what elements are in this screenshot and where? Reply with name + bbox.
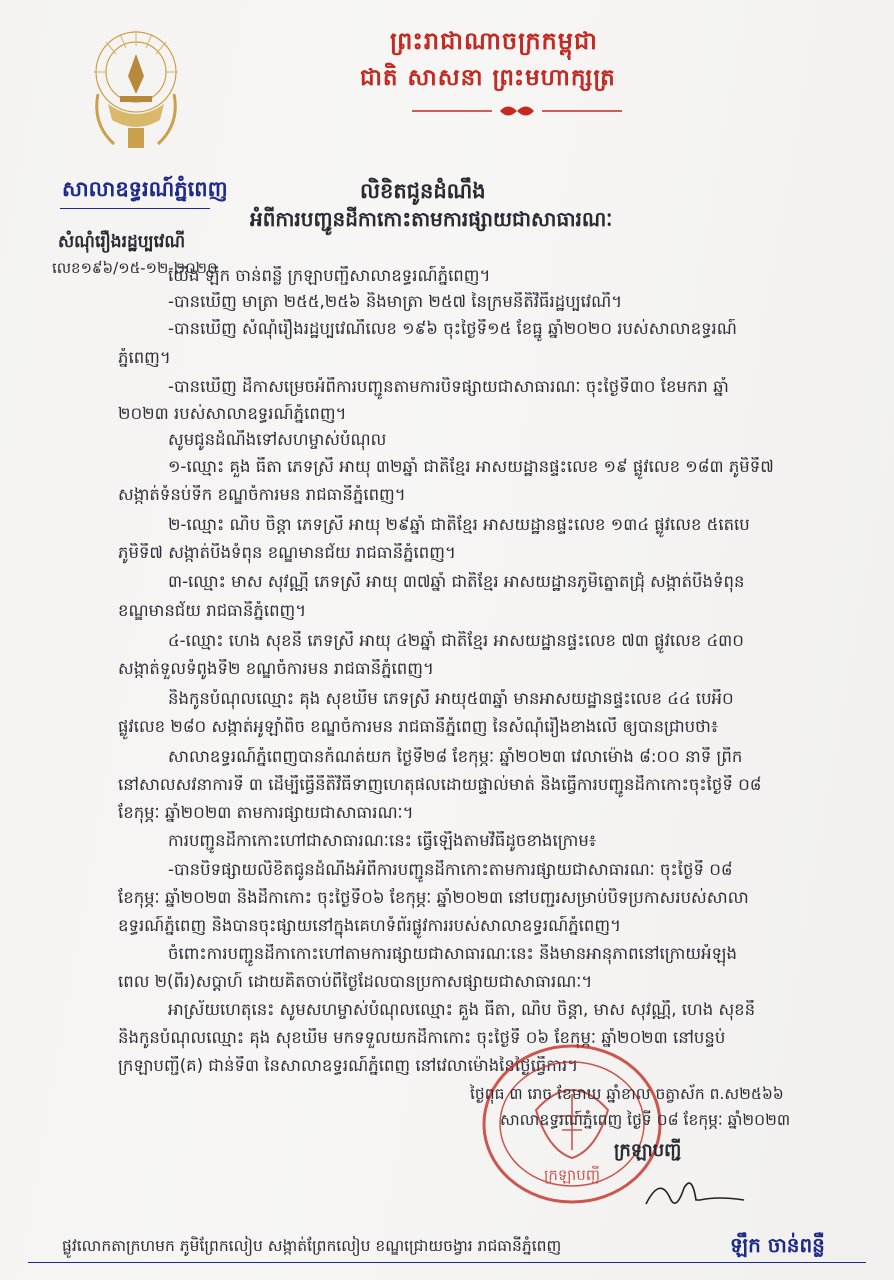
body-line: សង្កាត់ទំនប់ទឹក ខណ្ឌចំការមន រាជធានីភ្នំពេញ។: [118, 485, 406, 504]
body-line: និងកូនបំណុលឈ្មោះ គុង សុខឃីម ភេទស្រី អាយុ៥៣ឆ្នាំ មានអាសយដ្ឋានផ្ទះលេខ ៤៤ បេអឺ០: [168, 689, 734, 708]
signatory-name: ឡឹក ចាន់ពន្លឺ: [730, 1233, 825, 1257]
ornament-divider-icon: [412, 100, 622, 122]
body-line: ខណ្ឌមានជ័យ រាជធានីភ្នំពេញ។: [118, 601, 307, 620]
body-line: អាស្រ័យហេតុនេះ សូមសហម្ចាស់បំណុលឈ្មោះ គួង ធីតា, ណិប ចិន្តា, មាស សុវណ្ណី, ហេង សុខនី: [168, 1000, 756, 1019]
place-date: សាលាឧទ្ធរណ៍ភ្នំពេញ ថ្ងៃទី ០៨ ខែកុម្ភៈ ឆ្នាំ២០២៣: [500, 1111, 791, 1129]
body-line: -បានឃើញ ដីកាសម្រេចអំពីការបញ្ជូនតាមការបិទផ្សាយជាសាធារណៈ ចុះថ្ងៃទី៣០ ខែមករា ឆ្នាំ: [168, 377, 729, 396]
body-line: សូមជូនដំណឹងទៅសហម្ចាស់បំណុល: [168, 430, 387, 449]
body-line: ចំពោះការបញ្ជូនដីកាកោះហៅតាមការផ្សាយជាសាធារណៈនេះ នឹងមានអានុភាពនៅក្រោយអំឡុង: [168, 944, 737, 963]
body-line: -បានឃើញ មាត្រា ២៥៥,២៥៦ និងមាត្រា ២៥៧ នៃក្រមនីតិវិធីរដ្ឋប្បវេណី។: [168, 292, 623, 311]
body-line: ផ្លូវលេខ ២៨០ សង្កាត់អូឡាំពិច ខណ្ឌចំការមន រាជធានីភ្នំពេញ នៃសំណុំរឿងខាងលើ ឲ្យបានជ្រាបថា៖: [118, 717, 719, 736]
kingdom-title: ព្រះរាជាណាចក្រកម្ពុជា: [390, 27, 598, 55]
document-subtitle: អំពីការបញ្ជូនដីកាកោះតាមការផ្សាយជាសាធារណៈ: [250, 207, 613, 231]
body-line: សាលាឧទ្ធរណ៍ភ្នំពេញបានកំណត់យក ថ្ងៃទី២៨ ខែកុម្ភៈ ឆ្នាំ២០២៣ វេលាម៉ោង ៨:០០ នាទី ព្រឹក: [168, 747, 743, 766]
body-line: ១-ឈ្មោះ គួង ធីតា ភេទស្រី អាយុ ៣២ឆ្នាំ ជាតិខ្មែរ អាសយដ្ឋានផ្ទះលេខ ១៩ ផ្លូវលេខ ១៨៣ ភូមិទី៧: [168, 457, 774, 476]
footer-rule: [28, 1262, 866, 1263]
body-line: ឧទ្ធរណ៍ភ្នំពេញ និងបានចុះផ្សាយនៅក្នុងគេហទំព័រផ្លូវការរបស់សាលាឧទ្ធរណ៍ភ្នំពេញ។: [118, 916, 621, 935]
body-line: ភ្នំពេញ។: [118, 348, 171, 367]
body-line: ភូមិទី៧ សង្កាត់បឹងទំពុន ខណ្ឌមានជ័យ រាជធានីភ្នំពេញ។: [118, 543, 456, 562]
court-name: សាលាឧទ្ធរណ៍ភ្នំពេញ: [62, 177, 228, 201]
body-line: ក្រឡាបញ្ជី(គ) ជាន់ទី៣ នៃសាលាឧទ្ធរណ៍ភ្នំពេញ នៅវេលាម៉ោងនៃថ្ងៃធ្វើការ។: [118, 1056, 579, 1075]
handwritten-signature-icon: [640, 1170, 750, 1218]
body-line: ពេល ២(ពីរ)សប្តាហ៍ ដោយគិតចាប់ពីថ្ងៃដែលបានប្រកាសផ្សាយជាសាធារណៈ។: [118, 972, 593, 991]
body-line: ៤-ឈ្មោះ ហេង សុខនី ភេទស្រី អាយុ ៤២ឆ្នាំ ជាតិខ្មែរ អាសយដ្ឋានផ្ទះលេខ ៧៣ ផ្លូវលេខ ៤៣០: [168, 631, 744, 650]
body-line: ការបញ្ជូនដីកាកោះហៅជាសាធារណៈនេះ ធ្វើឡើងតាមវិធីដូចខាងក្រោម៖: [168, 831, 597, 850]
signatory-role: ក្រឡាបញ្ជី: [614, 1140, 682, 1161]
national-motto: ជាតិ សាសនា ព្រះមហាក្សត្រ: [360, 65, 616, 91]
body-line: ២០២៣ របស់សាលាឧទ្ធរណ៍ភ្នំពេញ។: [118, 404, 347, 423]
reference-number: លេខ១៩៦/១៥-១២-២០២០: [52, 259, 218, 277]
court-underline: [60, 208, 210, 209]
body-line: ខែកុម្ភៈ ឆ្នាំ២០២៣ និងដីកាកោះ ចុះថ្ងៃទី០៦ ខែកុម្ភៈ ឆ្នាំ២០២៣ នៅបញ្ជរសម្រាប់បិទប្រកាសរបស់សាលា: [118, 888, 749, 907]
lunar-date: ថ្ងៃពុធ ៣ រោច ខែមាឃ ឆ្នាំខាល ចត្វាស័ក ព.ស២៥៦៦: [470, 1085, 784, 1103]
body-line: -បានបិទផ្សាយលិខិតជូនដំណឹងអំពីការបញ្ជូនដីកាកោះតាមការផ្សាយជាសាធារណៈ ចុះថ្ងៃទី ០៨: [168, 860, 733, 879]
body-line: និងកូនបំណុលឈ្មោះ គុង សុខឃីម មកទទួលយកដីកាកោះ ចុះថ្ងៃទី ០៦ ខែកុម្ភៈ ឆ្នាំ២០២៣ នៅបន្ទប់: [118, 1028, 726, 1047]
department-name: សំណុំរឿងរដ្ឋប្បវេណី: [58, 232, 186, 252]
footer-address: ផ្លូវលោកតាក្រហមក ភូមិព្រែកលៀប សង្កាត់ព្រែកលៀប ខណ្ឌជ្រោយចង្វារ រាជធានីភ្នំពេញ: [62, 1237, 562, 1255]
document-title: លិខិតជូនដំណឹង: [360, 179, 486, 203]
body-line: សង្កាត់ទួលទំពូងទី២ ខណ្ឌចំការមន រាជធានីភ្នំពេញ។: [118, 659, 434, 678]
body-line: ២-ឈ្មោះ ណិប ចិន្តា ភេទស្រី អាយុ ២៩ឆ្នាំ ជាតិខ្មែរ អាសយដ្ឋានផ្ទះលេខ ១៣៤ ផ្លូវលេខ ៥តេបេ: [168, 515, 750, 534]
body-line: -បានឃើញ សំណុំរឿងរដ្ឋប្បវេណីលេខ ១៩៦ ចុះថ្ងៃទី១៥ ខែធ្នូ ឆ្នាំ២០២០ របស់សាលាឧទ្ធរណ៍: [168, 319, 737, 338]
body-line: ៣-ឈ្មោះ មាស សុវណ្ណី ភេទស្រី អាយុ ៣៧ឆ្នាំ ជាតិខ្មែរ អាសយដ្ឋានភូមិត្នោតជ្រុំ សង្កាត់បឹងទំពុន: [168, 572, 745, 591]
body-line: នៅសាលសវនាការទី ៣ ដើម្បីធ្វើនីតិវិធីទាញហេតុផលដោយផ្ទាល់មាត់ និងធ្វើការបញ្ជូនដីកាកោះចុះថ្ងៃទី ០៨: [118, 775, 762, 794]
body-line: យើង ឡឹក ចាន់ពន្លឺ ក្រឡាបញ្ជីសាលាឧទ្ធរណ៍ភ្នំពេញ។: [168, 266, 491, 285]
body-line: ខែកុម្ភៈ ឆ្នាំ២០២៣ តាមការផ្សាយជាសាធារណៈ។: [118, 803, 414, 822]
seal-label: ក្រឡាបញ្ជី: [543, 1166, 601, 1184]
royal-emblem-icon: [84, 24, 188, 164]
